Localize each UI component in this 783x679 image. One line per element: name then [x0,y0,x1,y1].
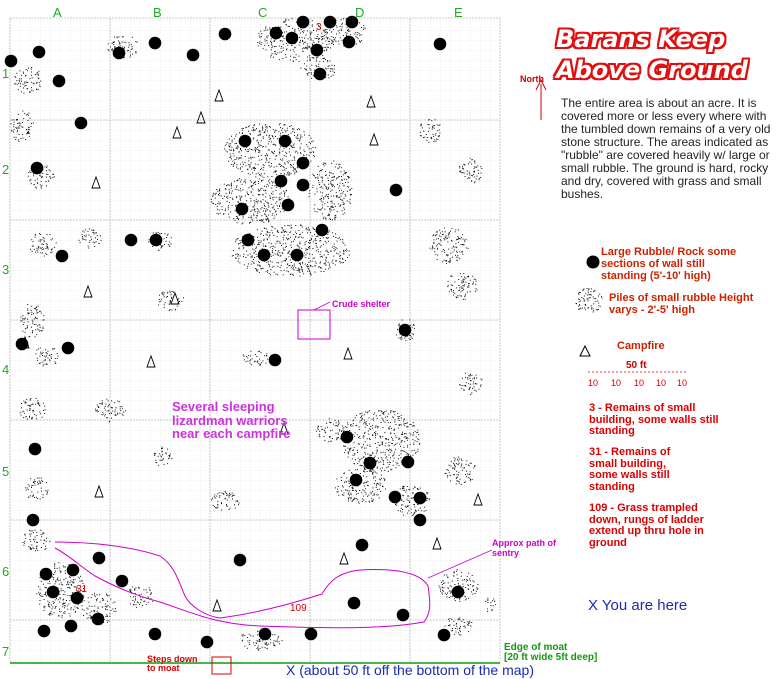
column-label-b: B [153,5,162,20]
row-label-7: 7 [2,644,10,659]
scale-title: 50 ft [626,360,647,371]
key-31: 31 - Remains of small building, some walls still standing [589,446,671,493]
sentry-path-label: Approx path of sentry [492,538,556,558]
column-label-a: A [53,5,62,20]
moat-label-line2: [20 ft wide 5ft deep] [504,652,598,663]
map-title-line2: Above Ground [556,56,748,84]
legend-large-rubble: Large Rubble/ Rock some sections of wall still standing (5'-10' high) [601,246,737,282]
label-31: 31 [76,584,88,595]
row-label-5: 5 [2,464,10,479]
column-label-d: D [355,5,365,20]
steps-label-line2: to moat [147,663,180,673]
crude-shelter-label: Crude shelter [332,299,391,309]
map-title-line1: Barans Keep [556,25,726,53]
key-109: 109 - Grass trampled down, rungs of ladder extend up thru hole in ground [589,502,704,549]
row-label-2: 2 [2,162,10,177]
north-arrow-icon [536,80,546,120]
you-are-here-label: X You are here [588,597,688,614]
column-label-c: C [258,5,268,20]
label-109: 109 [290,603,307,614]
large-rubble-icon [587,256,600,269]
row-label-4: 4 [2,362,10,377]
scale-tick: 10 [611,378,622,388]
lizardman-note: Several sleeping lizardman warriors near each campfire [172,399,291,441]
area-description: The entire area is about an acre. It is covered more or less every where with the tumbled down remains of a very old stone structure. The areas indicated as "rubble" are covered heavily w/ large or small rubble. The ground is hard, rocky and dry, covered with grass and small bushes. [561,96,771,201]
bottom-note: X (about 50 ft off the bottom of the map) [286,662,535,678]
moat-edge-label [504,643,597,663]
steps-label [147,655,198,673]
legend-small-rubble: Piles of small rubble Height varys - 2'-5' high [609,292,754,316]
map-grid [10,18,500,663]
scale-tick: 10 [656,378,667,388]
scale-tick: 10 [634,378,645,388]
steps-label-line1: Steps down [147,654,198,664]
row-label-3: 3 [2,262,10,277]
north-label: North [520,74,544,84]
legend-campfire: Campfire [617,340,665,352]
column-label-e: E [454,5,463,20]
row-label-6: 6 [2,564,10,579]
label-3: 3 [316,22,322,33]
small-rubble-icon [576,288,603,313]
scale-tick: 10 [588,378,599,388]
row-label-1: 1 [2,66,10,81]
scale-tick: 10 [677,378,688,388]
key-3: 3 - Remains of small building, some walls still standing [589,402,719,437]
moat-label-line1: Edge of moat [504,642,568,653]
campfire-icon [580,346,590,356]
